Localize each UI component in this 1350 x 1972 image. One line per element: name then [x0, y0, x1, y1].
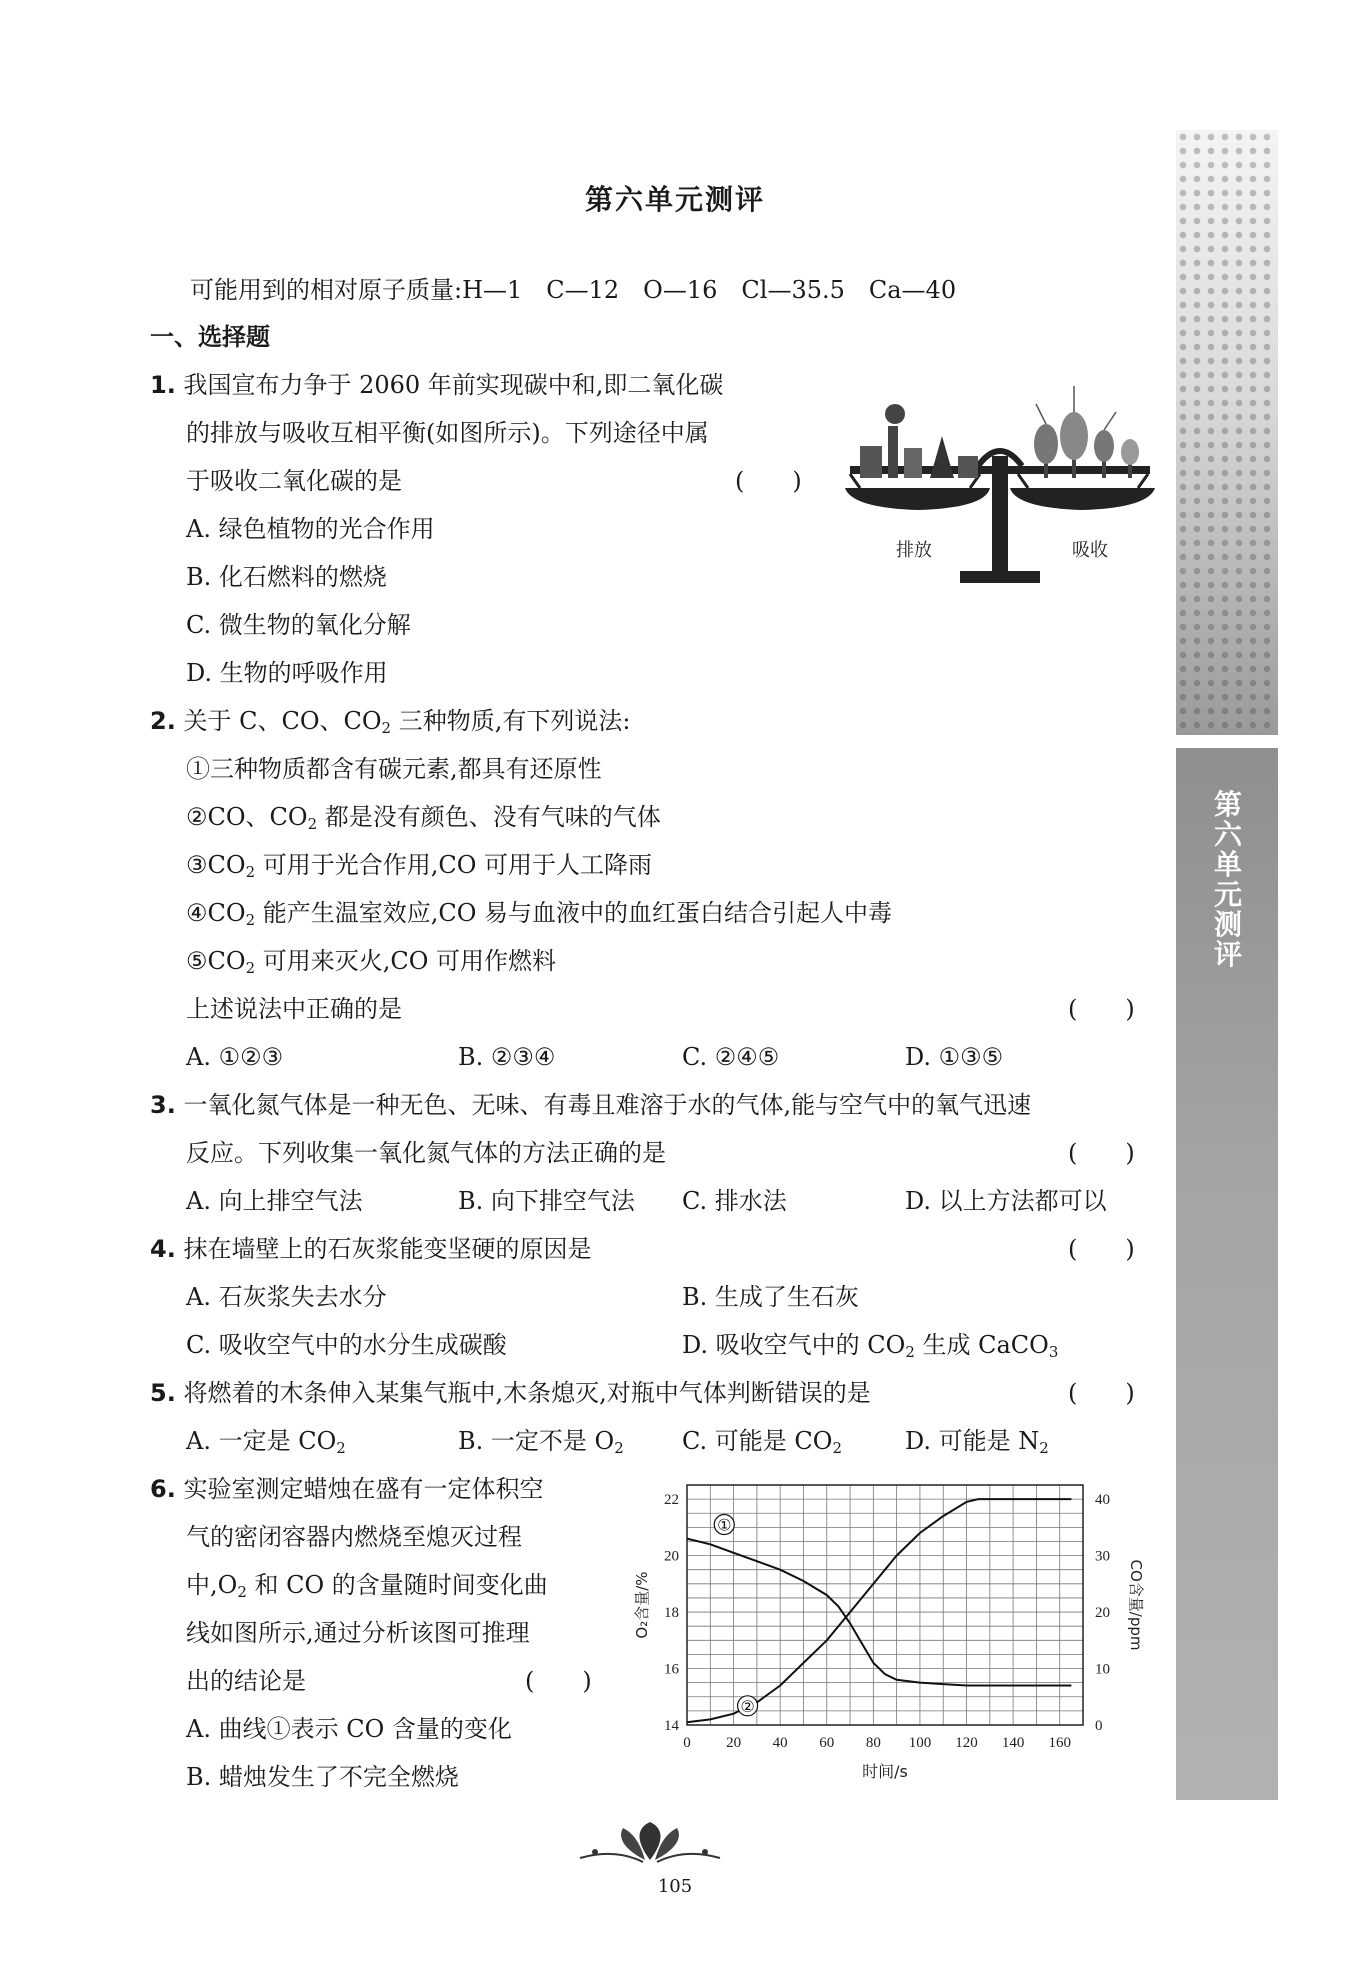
- y-right-tick-label: 40: [1095, 1492, 1110, 1509]
- question-text: 反应。下列收集一氧化氮气体的方法正确的是: [186, 1139, 666, 1167]
- y-right-tick-label: 0: [1095, 1718, 1103, 1734]
- option: C. 吸收空气中的水分生成碳酸: [186, 1331, 507, 1359]
- page-number: 105: [657, 1876, 693, 1897]
- o2-co-line-chart: [635, 1475, 1145, 1785]
- option: B. ②③④: [458, 1043, 556, 1071]
- x-tick-label: 140: [1001, 1735, 1025, 1751]
- option: A. 绿色植物的光合作用: [186, 515, 435, 543]
- question-number: 5.: [150, 1379, 176, 1407]
- question-text: 抹在墙壁上的石灰浆能变坚硬的原因是: [183, 1235, 592, 1263]
- side-decoration: [1176, 130, 1278, 735]
- plot-frame: [687, 1485, 1083, 1725]
- x-tick-label: 80: [865, 1735, 881, 1751]
- question-text: 出的结论是: [186, 1667, 306, 1695]
- question-5: [150, 1376, 871, 1410]
- statement-5: $⑤CO_2$ 可用来灭火,CO 可用作燃料: [186, 947, 557, 977]
- section-heading: 一、选择题: [150, 323, 270, 351]
- question-text: 三种物质,有下列说法:: [391, 707, 631, 735]
- answer-blank: ( ): [1068, 1379, 1135, 1407]
- y-right-tick-label: 10: [1095, 1661, 1110, 1678]
- option: C. 微生物的氧化分解: [186, 611, 411, 639]
- x-axis-label: 时间/s: [862, 1762, 908, 1781]
- option: A. 曲线①表示 CO 含量的变化: [186, 1715, 512, 1743]
- y-left-tick-label: 20: [664, 1548, 679, 1565]
- question-1: [150, 368, 723, 402]
- question-text: 将燃着的木条伸入某集气瓶中,木条熄灭,对瓶中气体判断错误的是: [183, 1379, 871, 1407]
- question-text: 实验室测定蜡烛在盛有一定体积空: [183, 1475, 544, 1503]
- question-2: [150, 704, 630, 745]
- question-text: 于吸收二氧化碳的是: [186, 467, 402, 495]
- question-number: 2.: [150, 707, 176, 735]
- question-text: 一氧化氮气体是一种无色、无味、有毒且难溶于水的气体,能与空气中的氧气迅速: [183, 1091, 1032, 1119]
- atomic-mass-note: 可能用到的相对原子质量:H—1 C—12 O—16 Cl—35.5 Ca—40: [190, 276, 957, 304]
- y-left-axis-label: O₂含量/%: [633, 1571, 651, 1639]
- question-number: 3.: [150, 1091, 176, 1119]
- option: B. 蜡烛发生了不完全燃烧: [186, 1763, 459, 1791]
- y-right-tick-label: 30: [1095, 1548, 1110, 1565]
- footer-ornament: [575, 1820, 725, 1870]
- option: C. 可能是 $CO_2$: [682, 1427, 842, 1457]
- question-6: [150, 1472, 543, 1506]
- series-label: ①: [717, 1515, 732, 1535]
- option: A. 石灰浆失去水分: [186, 1283, 387, 1311]
- option: A. 一定是 $CO_2$: [186, 1427, 346, 1457]
- x-tick-label: 160: [1048, 1735, 1071, 1751]
- option: B. 生成了生石灰: [682, 1283, 859, 1311]
- question-text: 线如图所示,通过分析该图可推理: [186, 1619, 530, 1647]
- option: B. 一定不是 $O_2$: [458, 1427, 624, 1457]
- question-number: 1.: [150, 371, 176, 399]
- x-tick-label: 40: [772, 1735, 788, 1751]
- y-left-tick-label: 14: [664, 1718, 679, 1734]
- question-text: 关于 C、CO、CO: [183, 707, 382, 735]
- statement-3: $③CO_2$ 可用于光合作用,CO 可用于人工降雨: [186, 851, 653, 881]
- y-left-tick-label: 16: [664, 1661, 679, 1678]
- statement-2: ②CO、$CO_2$ 都是没有颜色、没有气味的气体: [186, 803, 661, 833]
- option: D. 吸收空气中的 $CO_2$ 生成 CaCO$_3$: [682, 1331, 1059, 1361]
- x-tick-label: 20: [726, 1735, 742, 1751]
- statement-1: ①三种物质都含有碳元素,都具有还原性: [186, 755, 602, 783]
- question-text: 的排放与吸收互相平衡(如图所示)。下列途径中属: [186, 419, 709, 447]
- x-tick-label: 100: [908, 1735, 932, 1751]
- option: D. 可能是 $N_2$: [905, 1427, 1049, 1457]
- y-right-tick-label: 20: [1095, 1605, 1110, 1622]
- option: D. 生物的呼吸作用: [186, 659, 388, 687]
- answer-blank: ( ): [1068, 1139, 1135, 1167]
- answer-blank: ( ): [735, 467, 802, 495]
- balance-label-left: 排放: [896, 540, 932, 561]
- question-text: 我国宣布力争于 2060 年前实现碳中和,即二氧化碳: [183, 371, 724, 399]
- option: D. ①③⑤: [905, 1043, 1004, 1071]
- y-left-tick-label: 18: [664, 1605, 679, 1622]
- statement-4: $④CO_2$ 能产生温室效应,CO 易与血液中的血红蛋白结合引起人中毒: [186, 899, 893, 929]
- question-text: 气的密闭容器内燃烧至熄灭过程: [186, 1523, 522, 1551]
- question-3: [150, 1088, 1031, 1122]
- series-label: ②: [740, 1696, 755, 1716]
- option: A. 向上排空气法: [186, 1187, 363, 1215]
- option: C. 排水法: [682, 1187, 787, 1215]
- option: D. 以上方法都可以: [905, 1187, 1107, 1215]
- question-number: 4.: [150, 1235, 176, 1263]
- x-tick-label: 120: [955, 1735, 978, 1751]
- carbon-balance-illustration: [840, 376, 1160, 586]
- question-4: [150, 1232, 591, 1266]
- series-line-2: [687, 1499, 1071, 1722]
- answer-blank: ( ): [1068, 1235, 1135, 1263]
- option: B. 向下排空气法: [458, 1187, 635, 1215]
- option: B. 化石燃料的燃烧: [186, 563, 387, 591]
- subscript: 2: [381, 719, 392, 737]
- balance-label-right: 吸收: [1072, 540, 1108, 561]
- answer-blank: ( ): [525, 1667, 592, 1695]
- page-title: 第六单元测评: [584, 183, 765, 216]
- answer-blank: ( ): [1068, 995, 1135, 1023]
- x-tick-label: 60: [819, 1735, 835, 1751]
- y-right-axis-label: CO含量/ppm: [1127, 1559, 1145, 1651]
- side-tab-label: 第六单元测评: [1213, 788, 1242, 971]
- option: C. ②④⑤: [682, 1043, 780, 1071]
- y-left-tick-label: 22: [664, 1492, 679, 1509]
- option: A. ①②③: [186, 1043, 284, 1071]
- question-text: 中$,O_2$ 和 CO 的含量随时间变化曲: [186, 1571, 548, 1601]
- question-text: 上述说法中正确的是: [186, 995, 402, 1023]
- question-number: 6.: [150, 1475, 176, 1503]
- x-tick-label: 0: [683, 1735, 691, 1751]
